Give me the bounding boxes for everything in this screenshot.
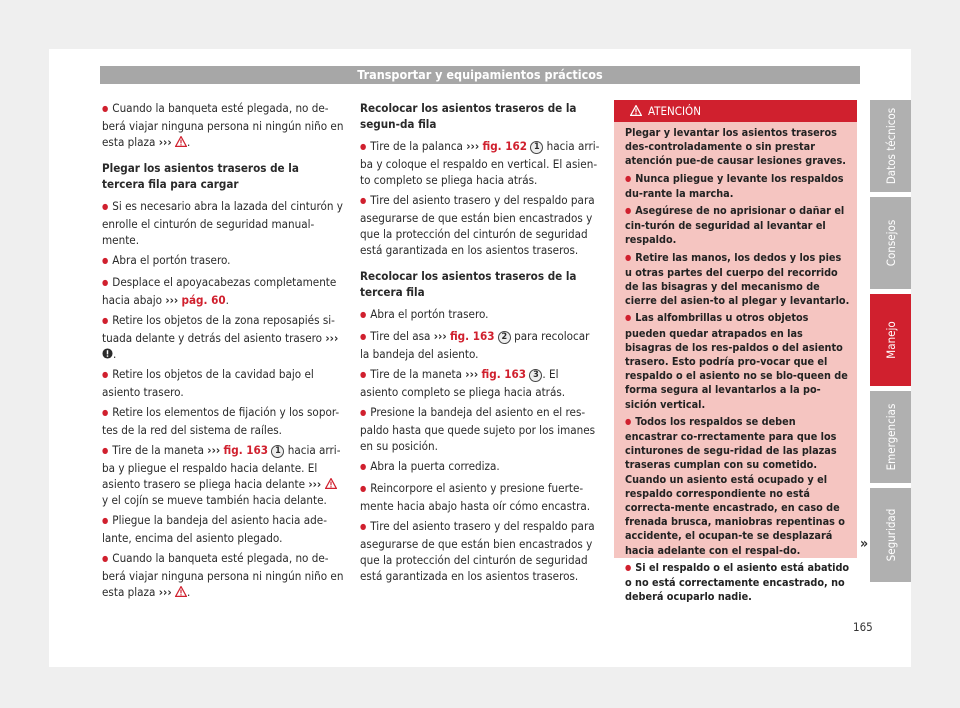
list-item: ● Pliegue la bandeja del asiento hacia ade-lante, encima del asiento plegado. [102, 512, 345, 546]
figure-reference-link[interactable]: fig. 163 [481, 367, 527, 381]
list-item: ● Abra el portón trasero. [102, 252, 345, 270]
warning-header [614, 100, 857, 122]
section-heading: Recolocar los asientos traseros de la tercera fila [360, 269, 577, 299]
tab-emergencias[interactable]: Emergencias [870, 391, 911, 483]
column-middle [360, 100, 600, 588]
tab-consejos[interactable]: Consejos [870, 197, 911, 289]
warning-item: ● Si el respaldo o el asiento está abatido o no está correctamente encastrado, no deberá ocuparlo nadie. [625, 561, 851, 605]
number-circle-icon: 1 [271, 445, 284, 458]
warning-item: ● Retire las manos, los dedos y los pies u otras partes del cuerpo del recorrido de las bisagras y del mecanismo de cierre del asien-to al plegar y levantarlo. [625, 251, 851, 309]
column-left [102, 100, 345, 604]
ref-arrow: ››› [433, 329, 447, 343]
list-item: ● Abra la puerta corrediza. [360, 458, 600, 476]
ref-arrow: ››› [158, 585, 172, 599]
warning-item: ● Todos los respaldos se deben encastrar co-rrectamente para que los cinturones de segu-ridad de las plazas traseras cumplan con su cometido. Cuando un asiento está ocupado y el respaldo correspondiente no está correcta-mente encastrado, en caso de frenada brusca, maniobras repentinas o accidente, el ocupan-te se desplazará hacia adelante con el respal-do. [625, 415, 851, 558]
list-item: ● Tire de la palanca ››› fig. 162 1 hacia arri-ba y coloque el respaldo en vertical. El asien-to completo se pliega hacia atrás. [360, 138, 600, 188]
figure-reference-link[interactable]: fig. 163 [449, 329, 495, 343]
ref-arrow: ››› [465, 367, 479, 381]
warning-box [614, 100, 857, 604]
warning-item: ● Las alfombrillas u otros objetos pueden quedar atrapados en las bisagras de los res-paldos o del asiento trasero. Esto podría pro-vocar que el respaldo o el asiento no se blo-queen de forma segura al levantarlos a la po-sición vertical. [625, 311, 851, 411]
list-item: ● Reincorpore el asiento y presione fuerte-mente hacia abajo hasta oír cómo encastra. [360, 480, 600, 514]
figure-reference-link[interactable]: fig. 163 [223, 443, 269, 457]
continue-mark: » [860, 536, 869, 552]
chapter-header: Transportar y equipamientos prácticos [100, 66, 860, 84]
list-item: ● Tire del asiento trasero y del respaldo para asegurarse de que están bien encastrados y que la protección del cinturón de seguridad está garantizada en los asientos traseros. [360, 518, 600, 584]
list-item: ● Si es necesario abra la lazada del cinturón y enrolle el cinturón de seguridad manual-mente. [102, 198, 345, 248]
info-circle-icon [102, 348, 113, 359]
list-item: ● Abra el portón trasero. [360, 306, 600, 324]
section-heading: Recolocar los asientos traseros de la segun-da fila [360, 101, 577, 131]
page-number: 165 [853, 620, 873, 634]
tab-manejo[interactable]: Manejo [870, 294, 911, 386]
warning-triangle-icon [325, 478, 337, 489]
ref-arrow: ››› [325, 331, 339, 345]
section-heading: Plegar los asientos traseros de la tercera fila para cargar [102, 161, 299, 191]
warning-triangle-icon [630, 105, 642, 116]
number-circle-icon: 1 [530, 141, 543, 154]
list-item: ● Cuando la banqueta esté plegada, no de-berá viajar ninguna persona ni ningún niño en esta plaza ››› . [102, 550, 345, 600]
tab-datos-tecnicos[interactable]: Datos técnicos [870, 100, 911, 192]
page-reference-link[interactable]: pág. 60 [181, 293, 226, 307]
warning-intro: Plegar y levantar los asientos traseros des-controladamente o sin prestar atención pue-de causar lesiones graves. [625, 126, 846, 168]
ref-arrow: ››› [308, 477, 322, 491]
warning-item: ● Asegúrese de no aprisionar o dañar el cin-turón de seguridad al levantar el respaldo. [625, 204, 851, 248]
number-circle-icon: 3 [529, 369, 542, 382]
warning-body [614, 122, 857, 605]
warning-triangle-icon [175, 586, 187, 597]
ref-arrow: ››› [466, 139, 480, 153]
list-item: ● Cuando la banqueta esté plegada, no de-berá viajar ninguna persona ni ningún niño en esta plaza ››› . [102, 100, 345, 150]
ref-arrow: ››› [165, 293, 179, 307]
list-item: ● Retire los objetos de la zona reposapiés si-tuada delante y detrás del asiento trasero ››› . [102, 312, 345, 362]
ref-arrow: ››› [207, 443, 221, 457]
list-item: ● Presione la bandeja del asiento en el res-paldo hasta que quede sujeto por los imanes en su posición. [360, 404, 600, 454]
list-item: ● Tire de la maneta ››› fig. 163 3 . El asiento completo se pliega hacia atrás. [360, 366, 600, 400]
tab-seguridad[interactable]: Seguridad [870, 488, 911, 582]
number-circle-icon: 2 [498, 331, 511, 344]
list-item: ● Tire de la maneta ››› fig. 163 1 hacia arri-ba y pliegue el respaldo hacia delante. El asiento trasero se pliega hacia delante ››› y el cojín se mueve también hacia delante. [102, 442, 345, 508]
list-item: ● Retire los objetos de la cavidad bajo el asiento trasero. [102, 366, 345, 400]
list-item: ● Tire del asiento trasero y del respaldo para asegurarse de que están bien encastrados y que la protección del cinturón de seguridad está garantizada en los asientos traseros. [360, 192, 600, 258]
warning-item: ● Nunca pliegue y levante los respaldos du-rante la marcha. [625, 172, 851, 201]
figure-reference-link[interactable]: fig. 162 [482, 139, 528, 153]
warning-triangle-icon [175, 136, 187, 147]
ref-arrow: ››› [158, 135, 172, 149]
list-item: ● Retire los elementos de fijación y los sopor-tes de la red del sistema de raíles. [102, 404, 345, 438]
list-item: ● Tire del asa ››› fig. 163 2 para recolocar la bandeja del asiento. [360, 328, 600, 362]
list-item: ● Desplace el apoyacabezas completamente hacia abajo ››› pág. 60. [102, 274, 345, 308]
warning-title: ATENCIÓN [648, 104, 701, 118]
